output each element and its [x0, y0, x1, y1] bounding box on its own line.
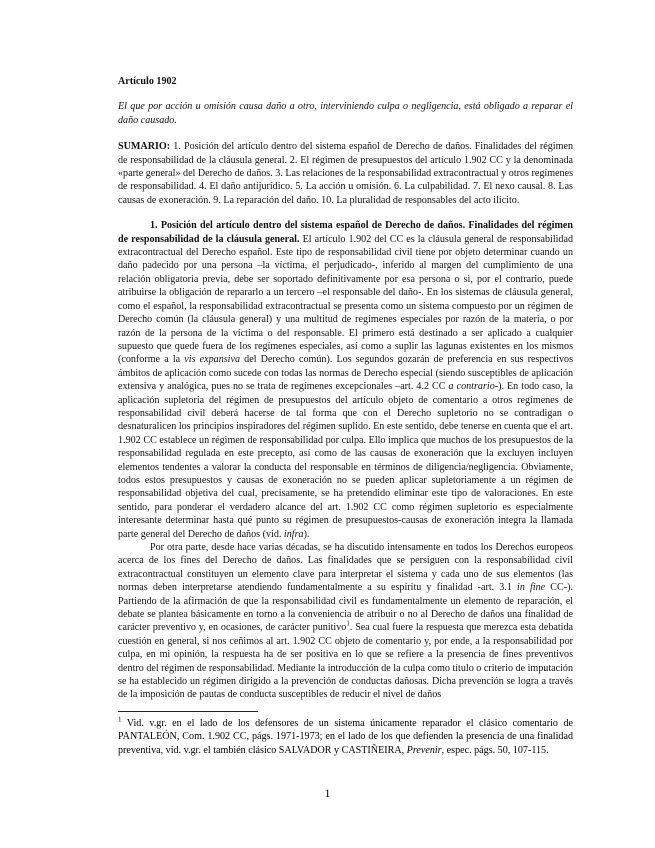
- section-1-paragraph-2: [118, 541, 573, 702]
- article-epigraph: El que por acción u omisión causa daño a otro, interviniendo culpa o negligencia, está obligado a reparar el daño causado.: [118, 101, 573, 126]
- summary-text: 1. Posición del artículo dentro del sistema español de Derecho de daños. Finalidades del régimen de responsabilidad de la cláusula general. 2. El régimen de presupuestos del artículo 1.902 CC y la denominada «parte general» del Derecho de daños. 3. Las relaciones de la responsabilidad extracontractual y otros regímenes de responsabilidad. 4. El daño antijurídico. 5. La acción u omisión. 6. La culpabilidad. 7. El nexo causal. 8. Las causas de exoneración. 9. La reparación del daño. 10. La pluralidad de responsables del acto ilícito.: [118, 141, 573, 206]
- footnote-ref[interactable]: 1: [346, 620, 350, 629]
- article-title: Artículo 1902: [118, 76, 177, 87]
- p2-italic-1: in fine: [517, 582, 546, 594]
- summary-paragraph: [118, 140, 573, 207]
- p2-text-3: . Sea cual fuere la respuesta que merezca esta debatida cuestión en general, si nos ceñimos al art. 1.902 CC objeto de comentario y, por ende, a la responsabilidad por culpa, en mi opinión, la respuesta ha de ser positiva en lo que se refiere a la presencia de fines preventivos dentro del régimen de responsabilidad. Mediante la introducción de la culpa como título o criterio de imputación se ha establecido un régimen dirigido a la prevención de conductas dañosas. Dicha prevención se logra a través de la imposición de pautas de conducta susceptibles de reducir el nivel de daños: [118, 622, 573, 701]
- p1-italic-1: vis expansiva: [184, 354, 241, 366]
- summary-lead: SUMARIO:: [118, 141, 171, 153]
- p1-text-2: del Derecho común). Los segundos gozarán de preferencia en sus respectivos ámbitos de aplicación como sucede con todas las normas de Derecho especial (siendo susceptibles de aplicación extensiva y analógica, pues no se trata de regímenes excepcionales –art. 4.2 CC: [118, 354, 574, 393]
- section-1-paragraph: [118, 219, 573, 541]
- footnote-text-2: , espec. págs. 50, 107-115.: [441, 744, 549, 756]
- footnote-text-1: Vid. v.gr. en el lado de los defensores de un sistema únicamente reparador el clásico comentario de PANTALEÓN, Com. 1.902 CC, págs. 1971-1973; en el lado de los que defienden la presencia de una finalidad preventiva, vid. v.gr. el también clásico SALVADOR y CASTIÑEIRA,: [118, 718, 573, 756]
- page-number: 1: [324, 786, 331, 800]
- p2-text-2: CC-). Partiendo de la afirmación de que la responsabilidad civil es fundamentalmente un elemento de reparación, el debate se plantea básicamente en torno a la conveniencia de atribuir o no al Derecho de daños una finalidad de carácter preventivo y, en ocasiones, de carácter punitivo: [118, 582, 573, 634]
- p1-italic-2: a contrario: [448, 381, 495, 393]
- p2-text-1: Por otra parte, desde hace varias décadas, se ha discutido intensamente en todos los Derechos europeos acerca de los fines del Derecho de daños. Las finalidades que se persiguen con la responsabilidad civil extracontractual constituyen un elemento clave para interpretar el sistema y cada uno de sus elementos (las normas deben interpretarse atendiendo fundamentalmente a su espíritu y finalidad -art. 3.1: [118, 542, 573, 594]
- p1-text-1: El artículo 1.902 del CC es la cláusula general de responsabilidad extracontractual del Derecho español. Este tipo de responsabilidad civil tiene por objeto determinar cuando un daño padecido por una persona –la víctima, el perjudicado-, inferido al margen del cumplimiento de una relación obligatoria previa, debe ser soportado definitivamente por esa persona o si, por el contrario, puede atribuirse la obligación de repararlo a un tercero –el responsable del daño-. En los sistemas de cláusula general, como el español, la responsabilidad extracontractual se presenta como un sistema compuesto por un régimen de Derecho común (la cláusula general) y una multitud de regímenes especiales por razón de la materia, o por razón de la persona de la víctima o del responsable. El primero está destinado a ser aplicado a cualquier supuesto que quede fuera de los regímenes especiales, así como a suplir las lagunas existentes en los mismos (conforme a la: [118, 233, 573, 366]
- p1-text-3: -). En todo caso, la aplicación supletoria del régimen de presupuestos del artículo objeto de comentario a otros regímenes de responsabilidad civil deberá hacerse de tal forma que con el Derecho supletorio no se contradigan o desnaturalicen los principios inspiradores del régimen suplido. En este sentido, debe tenerse en cuenta que el art. 1.902 CC establece un régimen de responsabilidad por culpa. Ello implica que muchos de los presupuestos de la responsabilidad regulada en este precepto, así como de las causas de exoneración que la excluyen incluyen elementos tendentes a valorar la conducta del responsable en términos de diligencia/negligencia. Obviamente, todos estos presupuestos y causas de exoneración no se pueden aplicar supletoriamente a un régimen de responsabilidad objetiva del cual, precisamente, se ha pretendido eliminar este tipo de valoraciones. En este sentido, para ponderar el verdadero alcance del art. 1.902 CC como régimen supletorio es especialmente interesante determinar hasta qué punto su régimen de presupuestos-causas de exoneración integra la llamada parte general del Derecho de daños (vid.: [118, 381, 573, 540]
- footnote-italic: Prevenir: [406, 744, 442, 756]
- section-1-heading: 1. Posición del artículo dentro del sistema español de Derecho de daños. Finalidades del régimen de responsabilidad de la cláusula general.: [118, 220, 573, 245]
- footnote: [118, 717, 573, 757]
- p1-text-4: ).: [303, 528, 310, 540]
- footnote-mark: 1: [118, 715, 122, 724]
- footnote-separator: [118, 711, 258, 712]
- p1-italic-3: infra: [283, 528, 304, 540]
